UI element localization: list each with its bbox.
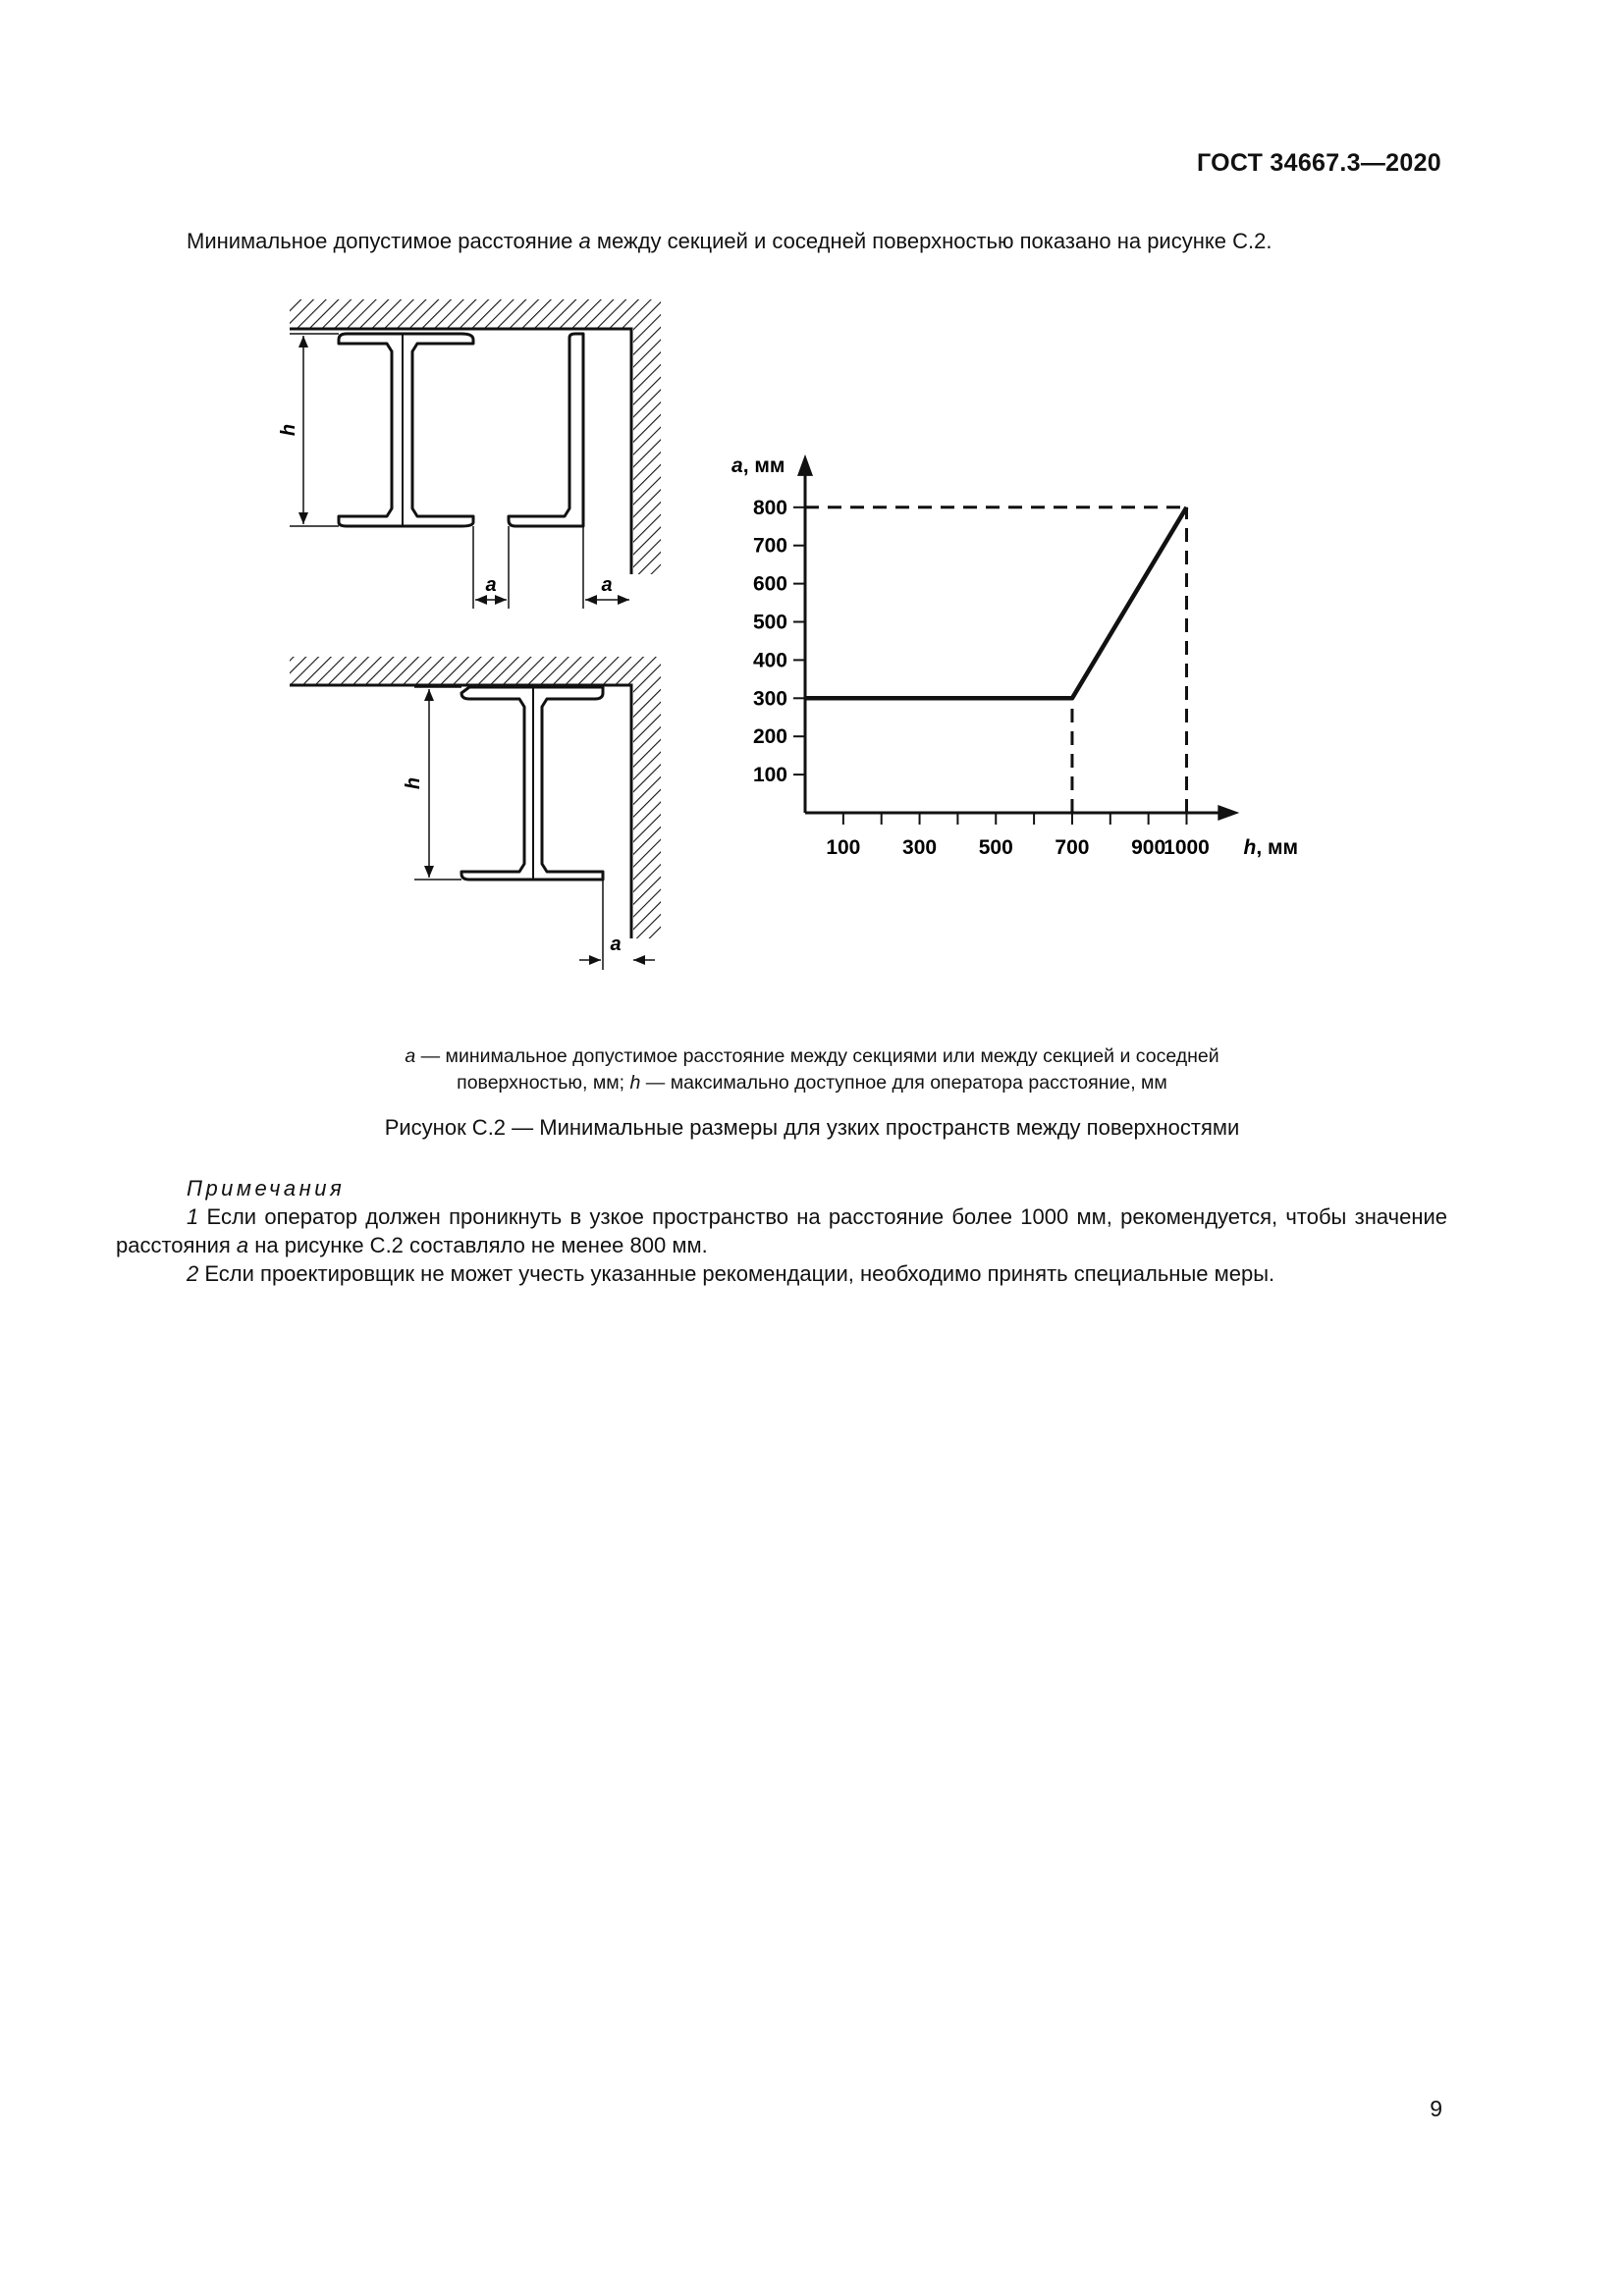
page-number: 9 — [1430, 2096, 1442, 2121]
top-h-label: h — [278, 423, 299, 437]
bottom-section-diagram — [290, 657, 661, 970]
x-tick-label: 700 — [1055, 836, 1090, 859]
figure-c2 — [0, 0, 1624, 1099]
note-2-number: 2 — [187, 1261, 199, 1286]
x-tick-label: 900 — [1131, 836, 1166, 859]
series-line — [805, 507, 1187, 699]
x-axis-arrow — [1218, 805, 1239, 821]
a-vs-h-chart — [731, 454, 1298, 859]
y-tick-label: 300 — [752, 687, 787, 711]
intro-text-1: Минимальное допустимое расстояние — [187, 229, 579, 253]
note-1-text-b: на рисунке С.2 составляло не менее 800 мм. — [248, 1233, 708, 1257]
legend-var-a: a — [405, 1045, 416, 1067]
top-wall-hatch — [633, 299, 661, 574]
legend-text-1: — минимальное допустимое расстояние между секциями или между секцией и соседней — [415, 1045, 1219, 1067]
bottom-a-label: a — [610, 934, 622, 955]
top-channel — [509, 334, 583, 526]
bottom-wall-surface — [290, 685, 631, 938]
bottom-ceiling-hatch — [290, 657, 633, 685]
note-2-text: Если проектировщик не может учесть указанные рекомендации, необходимо принять специальные меры. — [198, 1261, 1275, 1286]
x-tick-label: 500 — [978, 836, 1013, 859]
y-tick-label: 500 — [752, 611, 787, 634]
figure-c2-svg — [0, 0, 1624, 1099]
bottom-h-label: h — [403, 776, 424, 790]
legend-line-2 — [0, 1070, 1624, 1096]
note-1 — [116, 1202, 1447, 1259]
x-axis-label: h, мм — [1243, 836, 1299, 859]
y-axis-arrow — [797, 454, 813, 476]
top-ceiling-hatch — [290, 299, 633, 329]
y-tick-label: 700 — [752, 534, 787, 558]
legend-text-3: — максимально доступное для оператора расстояние, мм — [640, 1072, 1167, 1094]
x-tick-label: 1000 — [1164, 836, 1210, 859]
note-1-number: 1 — [187, 1204, 199, 1229]
top-a-label-1: a — [485, 574, 497, 596]
x-tick-label: 100 — [826, 836, 861, 859]
notes-section — [116, 1174, 1447, 1288]
note-2 — [116, 1259, 1447, 1288]
top-a-label-2: a — [601, 574, 613, 596]
note-1-var: a — [236, 1233, 249, 1257]
y-tick-label: 400 — [752, 649, 787, 672]
y-tick-label: 800 — [752, 496, 787, 519]
figure-legend — [0, 1043, 1624, 1096]
y-tick-label: 600 — [752, 572, 787, 596]
legend-line-1 — [0, 1043, 1624, 1070]
y-tick-label: 100 — [752, 764, 787, 787]
note-1-text-a: Если оператор должен проникнуть в узкое пространство на расстояние более 1000 мм, рекомендуется, чтобы значение расстояния — [116, 1204, 1447, 1257]
intro-var: a — [578, 229, 591, 253]
bottom-wall-hatch — [633, 657, 661, 938]
legend-text-2: поверхностью, мм; — [457, 1072, 630, 1094]
doc-code: ГОСТ 34667.3—2020 — [1196, 149, 1441, 177]
intro-text-2: между секцией и соседней поверхностью показано на рисунке С.2. — [590, 229, 1272, 253]
y-tick-label: 200 — [752, 725, 787, 749]
x-tick-label: 300 — [902, 836, 938, 859]
y-axis-label: a, мм — [731, 454, 785, 477]
notes-title: Примечания — [187, 1176, 346, 1201]
legend-var-h: h — [629, 1072, 641, 1094]
top-wall-surface — [290, 329, 631, 574]
top-section-diagram — [278, 299, 661, 609]
figure-caption: Рисунок С.2 — Минимальные размеры для узких пространств между поверхностями — [384, 1115, 1240, 1140]
top-i-beam — [339, 334, 473, 526]
